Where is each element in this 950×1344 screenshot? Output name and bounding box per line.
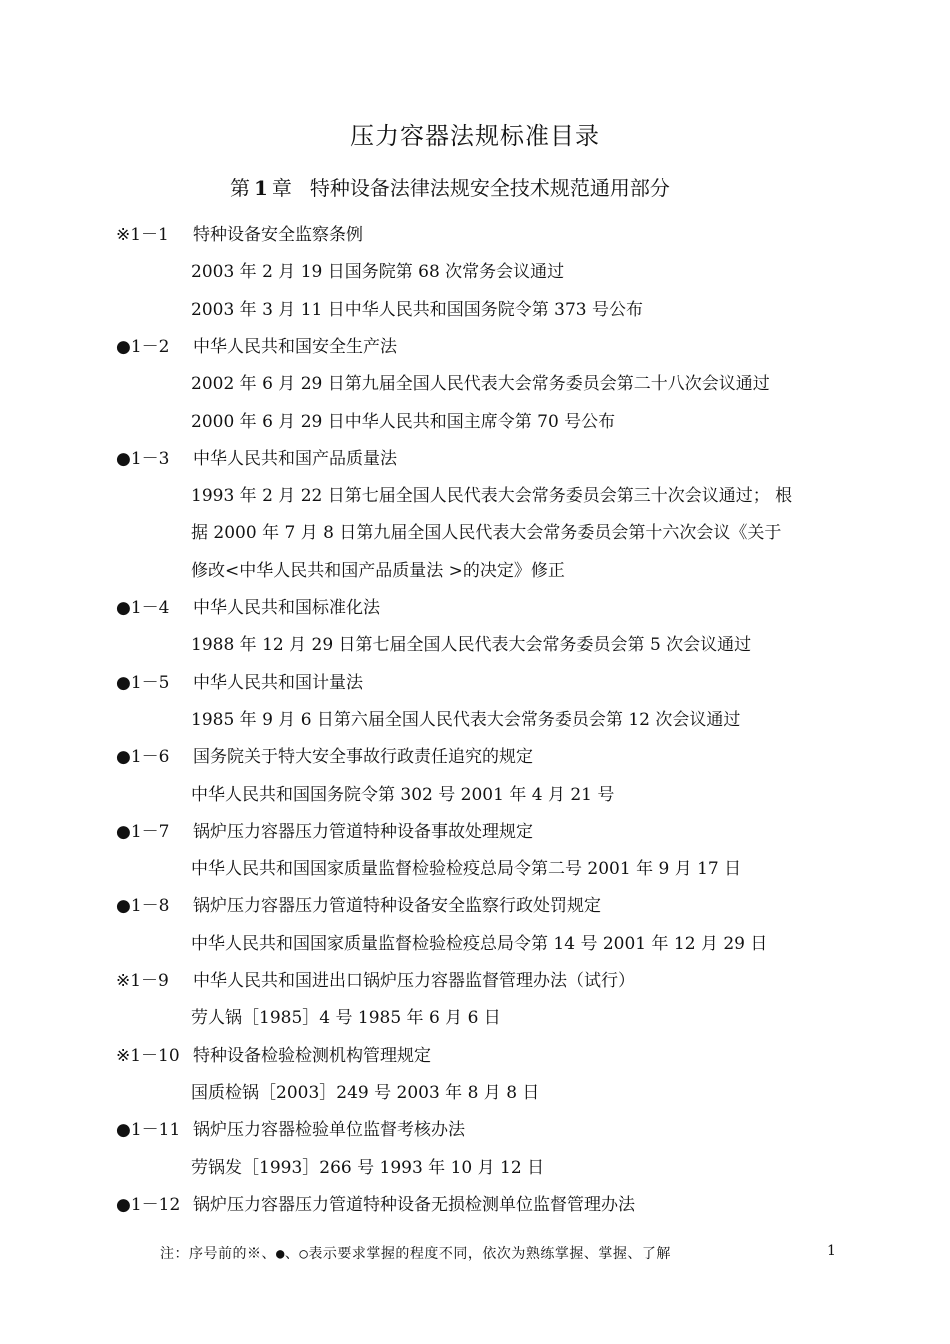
entry-title: 中华人民共和国标准化法 <box>193 598 380 618</box>
entry-title: 锅炉压力容器压力管道特种设备无损检测单位监督管理办法 <box>193 1194 635 1215</box>
entry-detail: 中华人民共和国国家质量监督检验检疫总局令第 14 号 2001 年 12 月 29 日 <box>191 933 768 954</box>
entry-detail: 中华人民共和国国家质量监督检验检疫总局令第二号 2001 年 9 月 17 日 <box>191 859 742 880</box>
entry-mark: ●1－12 <box>116 1194 181 1215</box>
page-title: 压力容器法规标准目录 <box>350 122 600 150</box>
chapter-suffix: 章 <box>271 176 292 200</box>
entry-detail: 2003 年 3 月 11 日中华人民共和国国务院令第 373 号公布 <box>191 299 643 320</box>
entry-title: 中华人民共和国进出口锅炉压力容器监督管理办法（试行） <box>193 971 635 991</box>
entry-title: 锅炉压力容器压力管道特种设备安全监察行政处罚规定 <box>193 896 601 917</box>
entry-mark: ※1－1 <box>116 225 169 245</box>
entry-mark: ※1－10 <box>116 1045 180 1066</box>
entry-title: 中华人民共和国计量法 <box>193 672 363 693</box>
footer-note: 注：序号前的※、●、○表示要求掌握的程度不同，依次为熟练掌握、掌握、了解 <box>160 1246 671 1262</box>
entry-title: 国务院关于特大安全事故行政责任追究的规定 <box>193 747 533 768</box>
entry-mark: ●1－8 <box>116 896 170 917</box>
entry-detail: 1988 年 12 月 29 日第七届全国人民代表大会常务委员会第 5 次会议通过 <box>191 635 752 656</box>
entry-title: 特种设备检验检测机构管理规定 <box>193 1045 431 1066</box>
entry-detail: 2000 年 6 月 29 日中华人民共和国主席令第 70 号公布 <box>191 411 616 432</box>
entry-title: 特种设备安全监察条例 <box>193 225 363 245</box>
entry-title: 中华人民共和国安全生产法 <box>193 336 397 357</box>
entry-detail: 1993 年 2 月 22 日第七届全国人民代表大会常务委员会第三十次会议通过； 根 <box>191 486 793 507</box>
entry-title: 中华人民共和国产品质量法 <box>193 448 397 469</box>
entry-detail: 据 2000 年 7 月 8 日第九届全国人民代表大会常务委员会第十六次会议《关于 <box>191 523 782 544</box>
entry-detail: 中华人民共和国国务院令第 302 号 2001 年 4 月 21 号 <box>191 784 615 805</box>
entry-mark: ●1－6 <box>116 747 170 768</box>
entry-mark: ●1－2 <box>116 336 170 357</box>
chapter-number: 1 <box>254 176 268 200</box>
entry-detail: 国质检锅［2003］249 号 2003 年 8 月 8 日 <box>191 1082 540 1103</box>
chapter-title: 特种设备法律法规安全技术规范通用部分 <box>309 176 670 200</box>
entry-detail: 劳人锅［1985］4 号 1985 年 6 月 6 日 <box>191 1008 501 1029</box>
entry-mark: ●1－4 <box>116 598 170 618</box>
entry-mark: ●1－5 <box>116 672 170 693</box>
entry-mark: ※1－9 <box>116 971 169 991</box>
page-number: 1 <box>827 1243 836 1259</box>
entry-detail: 2003 年 2 月 19 日国务院第 68 次常务会议通过 <box>191 262 565 283</box>
entry-detail: 修改<中华人民共和国产品质量法 >的决定》修正 <box>191 560 565 581</box>
chapter-prefix: 第 <box>230 176 250 200</box>
entry-mark: ●1－11 <box>116 1120 181 1141</box>
entry-title: 锅炉压力容器检验单位监督考核办法 <box>193 1120 465 1141</box>
entry-mark: ●1－3 <box>116 448 170 469</box>
entry-detail: 劳锅发［1993］266 号 1993 年 10 月 12 日 <box>191 1157 545 1178</box>
chapter-heading <box>230 172 670 201</box>
entry-mark: ●1－7 <box>116 821 170 842</box>
entry-detail: 2002 年 6 月 29 日第九届全国人民代表大会常务委员会第二十八次会议通过 <box>191 374 770 395</box>
entry-title: 锅炉压力容器压力管道特种设备事故处理规定 <box>193 821 533 842</box>
entry-detail: 1985 年 9 月 6 日第六届全国人民代表大会常务委员会第 12 次会议通过 <box>191 709 741 730</box>
